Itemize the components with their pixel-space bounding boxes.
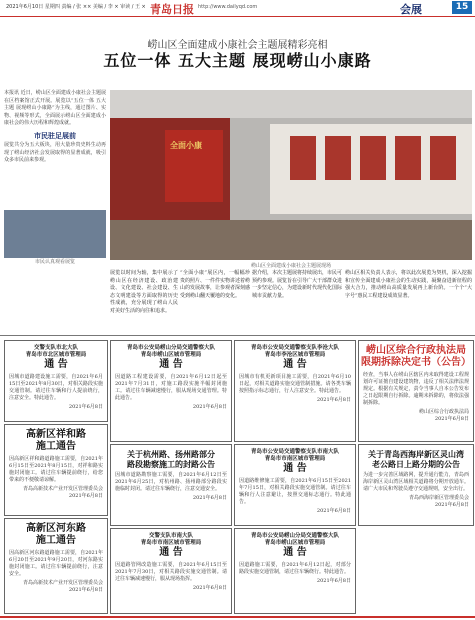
notice-title: 通 告: [283, 547, 307, 558]
notice-body: 为进一步完善区域路网，提升通行能力，青岛西海岸新区灵山湾区域相关道路将分期开放通车。请广大市民和驾驶员遵守交通规则，安全出行。: [363, 472, 469, 492]
photo-panel-text: 全面小康: [170, 140, 202, 150]
notice-box: [358, 444, 474, 526]
notice-body: 因城市道路勘察施工需要，自2021年6月12日至2021年6月25日，对杭州路、扬州路部分路段实施临时封闭。请过往车辆绕行，注意交通安全。: [115, 472, 227, 492]
left-col-text: 本报讯 近日，崂山区全面建成小康社会主题展在区档案馆正式开展。展览以“五位一体 五大主题 展现崂山小康路”为主线，通过图片、实物、视频等形式，全面展示崂山区全面建成小康社会的伟大历程和辉煌成就。: [4, 90, 106, 126]
notice-body: 因道路管网改造施工需要，自2021年6月15日至2021年7月30日，对相关路段实施交通管制。请过往车辆减速慢行，服从现场指挥。: [115, 562, 227, 582]
notice-body: 经查，当事人在崂山区辖区内未取得建设工程规划许可证擅自建设建筑物，违反了相关法律法规规定。根据有关规定，责令当事人自本公告发布之日起限期自行拆除。逾期未拆除的，将依法强制拆除。: [363, 372, 469, 406]
notice-title: 通 告: [44, 359, 68, 370]
article-headline: 五位一体 五大主题 展现崂山小康路: [103, 51, 372, 70]
notice-title: 崂山区综合行政执法局 限期拆除决定书（公告）: [361, 345, 471, 368]
header-url[interactable]: http://www.dailyqd.com: [198, 4, 258, 10]
notice-box: [110, 340, 232, 442]
notice-box: [110, 444, 232, 526]
notice-title: 通 告: [283, 359, 307, 370]
notice-body: 因城市有机更新项目施工需要，自2021年6月10日起，对相关道路实施交通管制措施。请各类车辆按照指示标志通行，行人注意安全。特此通告。: [239, 374, 351, 394]
notice-box: [4, 424, 108, 516]
notice-sign: 2021年6月8日: [316, 508, 351, 514]
main-photo: [110, 90, 472, 260]
notice-title: 通 告: [283, 463, 307, 474]
notice-dept: 青岛市公安局崂山分局交通警察大队 青岛市崂山区城市管理局: [126, 345, 215, 358]
photo-board: [360, 136, 386, 180]
notice-box: [358, 340, 474, 442]
article-kicker: 崂山区全面建成小康社会主题展精彩亮相: [147, 40, 328, 51]
notice-box: [234, 444, 356, 526]
notice-title: 通 告: [159, 547, 183, 558]
notice-sign: 崂山区综合行政执法局 2021年6月8日: [418, 409, 469, 422]
notice-box: [234, 340, 356, 442]
notice-dept: 交警支队市北大队 青岛市市北区城市管理局: [25, 345, 87, 358]
subhead: 市民驻足展前: [34, 130, 76, 140]
article-left-column: [4, 90, 106, 165]
article-column-2: “全面小康”展区内，一幅幅珍贵的照片、一件件实物讲述着崂山的发展故事，让参观者深刻感受到崂山翻天覆地的变化。: [180, 270, 251, 299]
notice-title: 通 告: [159, 359, 183, 370]
notice-body: 因城市道路建设施工需要，自2021年6月15日至2021年8月30日，对相关路段实施交通管制。请过往车辆和行人提前绕行，注意安全。特此通告。: [9, 374, 103, 401]
photo-ceiling: [110, 90, 472, 118]
left-col-text-2: 展览共分为五大板块，用大量珍贵史料生动再现了崂山经济社会发展取得的显著成就，吸引众多市民前来参观。: [4, 142, 106, 163]
photo-board: [290, 136, 316, 180]
article-column-4: 崂山区相关负责人表示，将以此次展览为契机，深入挖掘和宣传全面建成小康社会的生动实践，凝聚奋进新征程的强大合力，推动崂山高质量发展再上新台阶。一个个“大字号”惠民工程建设成效显著。: [345, 270, 472, 299]
notice-title: 关于杭州路、扬州路部分 路段勘察施工的封路公告: [127, 449, 215, 469]
notice-box: [4, 340, 108, 422]
photo-floor: [110, 220, 472, 260]
notice-dept: 青岛市公安局交通警察支队李沧大队 青岛市李沧区城市管理局: [250, 345, 339, 358]
notice-sign: 2021年6月8日: [316, 578, 351, 584]
main-photo-caption: 崂山区全面建成小康社会主题展现场: [250, 263, 331, 269]
notice-box: [110, 528, 232, 614]
notice-box: [4, 518, 108, 614]
newspaper-logo: 青岛日报: [150, 3, 194, 16]
section-divider: [0, 335, 475, 336]
notice-sign: 青岛高新技术产业开发区管理委员会 2021年6月8日: [22, 580, 103, 593]
notice-body: 因高新区祥和路道路施工需要，自2021年6月15日至2021年8月15日，对祥和路实施封闭施工。请过往车辆提前绕行，给您带来的不便敬请谅解。: [9, 456, 103, 483]
notice-sign: 2021年6月8日: [192, 404, 227, 410]
small-photo-caption: 市民认真观看展览: [34, 259, 75, 265]
notice-dept: 青岛市公安局交通警察支队市南大队 青岛市市南区城市管理局: [250, 449, 339, 462]
photo-board: [430, 136, 456, 180]
notice-sign: 2021年6月8日: [68, 404, 103, 410]
header-meta: 2021年6月10日 星期四 责编 / 张 ×× 美编 / 李 × 审读 / 王 ×: [6, 4, 146, 10]
notice-body: 因道路维修施工需要，自2021年6月15日至2021年7月15日，对相关路段实施交通管制。请过往车辆和行人注意避让，按照交通标志通行。特此通告。: [239, 478, 351, 505]
section-title: 会展: [400, 3, 422, 16]
notice-sign: 青岛高新技术产业开发区管理委员会 2021年6月8日: [22, 486, 103, 499]
notice-body: 因道路施工需要，自2021年6月12日起，对部分路段实施交通管制，请过往车辆绕行。特此通告。: [239, 562, 351, 575]
notice-body: 因道路工程建设需要，自2021年6月12日起至2021年7月31日，对施工路段实施半幅封闭施工。请过往车辆减速慢行，服从现场交通管理。特此通告。: [115, 374, 227, 401]
notice-dept: 青岛市公安局崂山分局交通警察大队 青岛市崂山区城市管理局: [250, 533, 339, 546]
photo-board: [395, 136, 421, 180]
notice-title: 高新区河东路 施工通告: [26, 523, 86, 546]
page-number: 15: [452, 1, 472, 14]
notice-title: 关于青岛西海岸新区灵山湾 老公路日上路分期的公告: [368, 449, 464, 469]
footer-line: [0, 616, 475, 618]
notice-sign: 青岛西海岸新区管理委员会 2021年6月8日: [408, 495, 469, 508]
article-column-1: 展览以时间为轴，集中展示了崂山区在经济建设、政治建设、文化建设、社会建设、生态文明建设等方面取得的历史性成就，充分展现了崂山人民对美好生活的向往和追求。: [110, 270, 178, 314]
photo-board: [325, 136, 351, 180]
notice-dept: 交警支队市南大队 青岛市市南区城市管理局: [140, 533, 202, 546]
article-column-3: 据介绍，本次主题展将持续展出，市民可预约参观。展览旨在引导广大干部群众进一步坚定信心，为建设新时代现代化国际城市贡献力量。: [252, 270, 343, 299]
notice-title: 高新区祥和路 施工通告: [26, 429, 86, 452]
small-photo: [4, 210, 106, 258]
notice-sign: 2021年6月8日: [192, 495, 227, 501]
notice-box: [234, 528, 356, 614]
notice-sign: 2021年6月8日: [192, 585, 227, 591]
notice-sign: 2021年6月8日: [316, 397, 351, 403]
notice-body: 因高新区河东路道路施工需要，自2021年6月20日至2021年9月20日，对河东路实施封闭施工。请过往车辆提前绕行，注意安全。: [9, 550, 103, 577]
